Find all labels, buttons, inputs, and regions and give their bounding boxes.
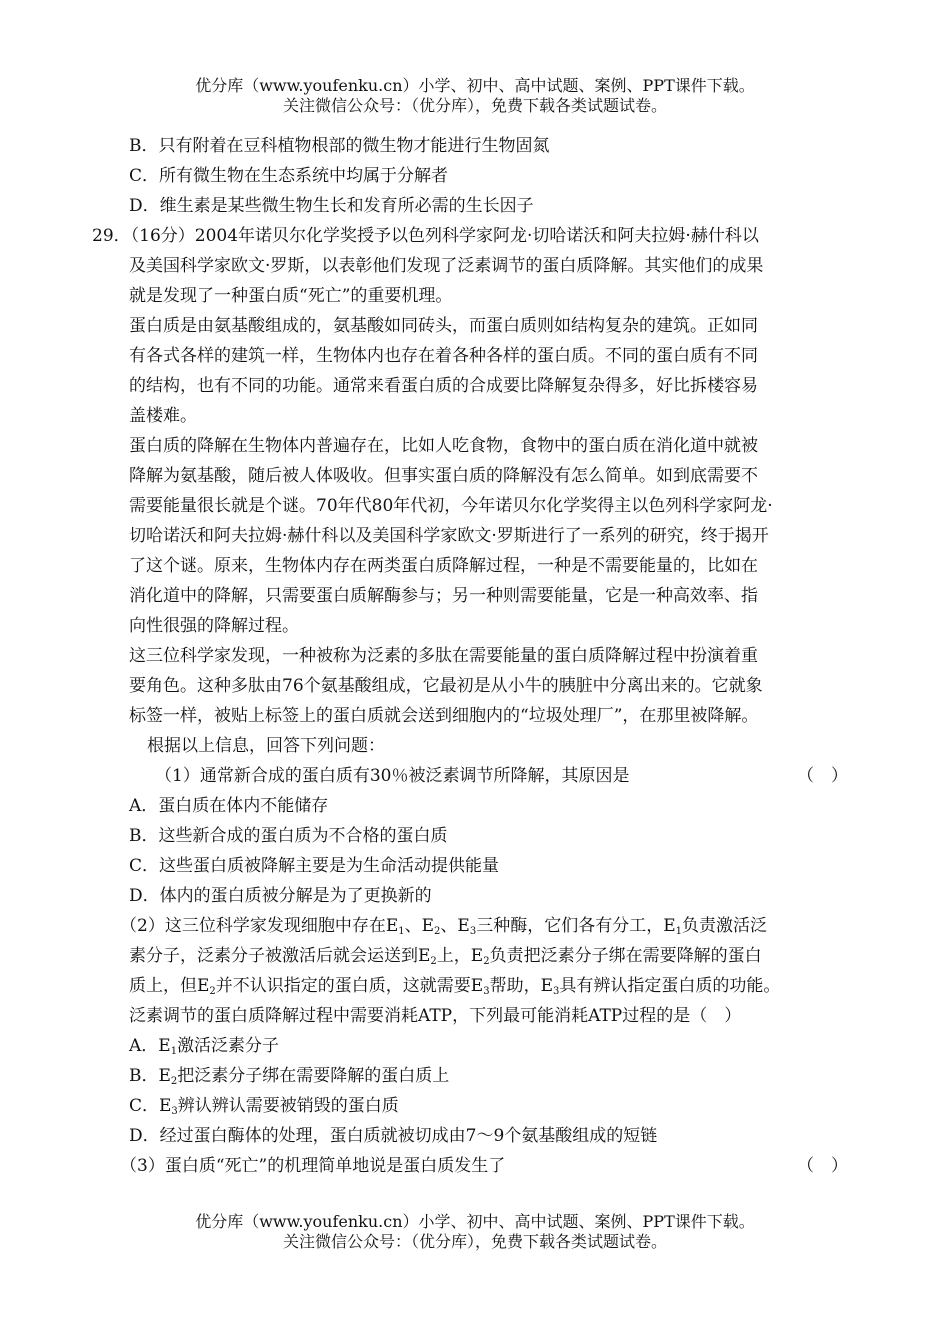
para3-line: 标签一样，被贴上标签上的蛋白质就会送到细胞内的“垃圾处理厂”，在那里被降解。 — [129, 706, 759, 726]
para1-line: 有各式各样的建筑一样，生物体内也存在着各种各样的蛋白质。不同的蛋白质有不同 — [129, 346, 758, 366]
para2-line: 向性很强的降解过程。 — [129, 616, 299, 636]
sub1-option-a: A．蛋白质在体内不能储存 — [129, 796, 329, 816]
para2-line: 了这个谜。原来，生物体内存在两类蛋白质降解过程，一种是不需要能量的，比如在 — [129, 556, 758, 576]
para2-line: 切哈诺沃和阿夫拉姆·赫什科以及美国科学家欧文·罗斯进行了一系列的研究，终于揭开 — [129, 526, 769, 546]
para2-line: 蛋白质的降解在生物体内普遍存在，比如人吃食物，食物中的蛋白质在消化道中就被 — [129, 436, 758, 456]
questions-prompt: 根据以上信息，回答下列问题： — [147, 736, 385, 756]
sub1-option-d: D．体内的蛋白质被分解是为了更换新的 — [129, 886, 432, 906]
sub2-line: （2）这三位科学家发现细胞中存在$E_1$、$E_2$、$E_3$三种酶，它们各有分工，$E_1$负责激活泛 — [120, 916, 767, 937]
para2-line: 需要能量很长就是个谜。70年代80年代初，今年诺贝尔化学奖得主以色列科学家阿龙· — [129, 496, 773, 516]
sub1-option-c: C．这些蛋白质被降解主要是为生命活动提供能量 — [129, 856, 500, 876]
sub2-option-a: A．$E_1$激活泛素分子 — [129, 1036, 280, 1057]
sub2-line: 泛素调节的蛋白质降解过程中需要消耗ATP，下列最可能消耗ATP过程的是（ ） — [129, 1006, 742, 1026]
para2-line: 消化道中的降解，只需要蛋白质解酶参与；另一种则需要能量，它是一种高效率、指 — [129, 586, 758, 606]
sub2-line: 素分子，泛素分子被激活后就会运送到$E_2$上，$E_2$负责把泛素分子绑在需要降解的蛋白 — [129, 946, 762, 967]
prev-option-c: C．所有微生物在生态系统中均属于分解者 — [129, 166, 449, 186]
sub3-stem: （3）蛋白质“死亡”的机理简单地说是蛋白质发生了 — [120, 1156, 506, 1176]
para3-line: 要角色。这种多肽由76个氨基酸组成，它最初是从小牛的胰脏中分离出来的。它就象 — [129, 676, 763, 696]
q29-intro-line: 就是发现了一种蛋白质“死亡”的重要机理。 — [129, 286, 453, 306]
para1-line: 蛋白质是由氨基酸组成的，氨基酸如同砖头，而蛋白质则如结构复杂的建筑。正如同 — [129, 316, 758, 336]
sub1-answer-paren: （ ） — [797, 766, 848, 786]
para3-line: 这三位科学家发现，一种被称为泛素的多肽在需要能量的蛋白质降解过程中扮演着重 — [129, 646, 758, 666]
q29-intro-line: 及美国科学家欧文·罗斯，以表彰他们发现了泛素调节的蛋白质降解。其实他们的成果 — [129, 256, 764, 276]
para2-line: 降解为氨基酸，随后被人体吸收。但事实蛋白质的降解没有怎么简单。如到底需要不 — [129, 466, 758, 486]
prev-option-b: B．只有附着在豆科植物根部的微生物才能进行生物固氮 — [129, 136, 550, 156]
sub2-option-b: B．$E_2$把泛素分子绑在需要降解的蛋白质上 — [129, 1066, 450, 1087]
footer-line-2: 关注微信公众号：（优分库），免费下载各类试题试卷。 — [282, 1232, 667, 1251]
sub2-line: 质上，但$E_2$并不认识指定的蛋白质，这就需要$E_3$帮助，$E_3$具有辨认指定蛋白质的功能。 — [129, 976, 781, 997]
para1-line: 盖楼难。 — [129, 406, 197, 426]
header-line-1: 优分库（www.youfenku.cn）小学、初中、高中试题、案例、PPT课件下载。 — [195, 76, 755, 95]
sub1-stem: （1）通常新合成的蛋白质有30％被泛素调节所降解，其原因是 — [155, 766, 630, 786]
sub2-option-c: C．$E_3$辨认辨认需要被销毁的蛋白质 — [129, 1096, 399, 1117]
prev-option-d: D．维生素是某些微生物生长和发育所必需的生长因子 — [129, 196, 534, 216]
sub3-answer-paren: （ ） — [797, 1156, 848, 1176]
sub1-option-b: B．这些新合成的蛋白质为不合格的蛋白质 — [129, 826, 448, 846]
para1-line: 的结构，也有不同的功能。通常来看蛋白质的合成要比降解复杂得多，好比拆楼容易 — [129, 376, 758, 396]
footer-line-1: 优分库（www.youfenku.cn）小学、初中、高中试题、案例、PPT课件下载。 — [195, 1212, 755, 1231]
header-line-2: 关注微信公众号：（优分库），免费下载各类试题试卷。 — [282, 96, 667, 115]
sub2-option-d: D．经过蛋白酶体的处理，蛋白质就被切成由7～9个氨基酸组成的短链 — [129, 1126, 658, 1146]
q29-intro-line: 29．（16分）2004年诺贝尔化学奖授予以色列科学家阿龙·切哈诺沃和阿夫拉姆·赫什科以 — [92, 226, 759, 246]
